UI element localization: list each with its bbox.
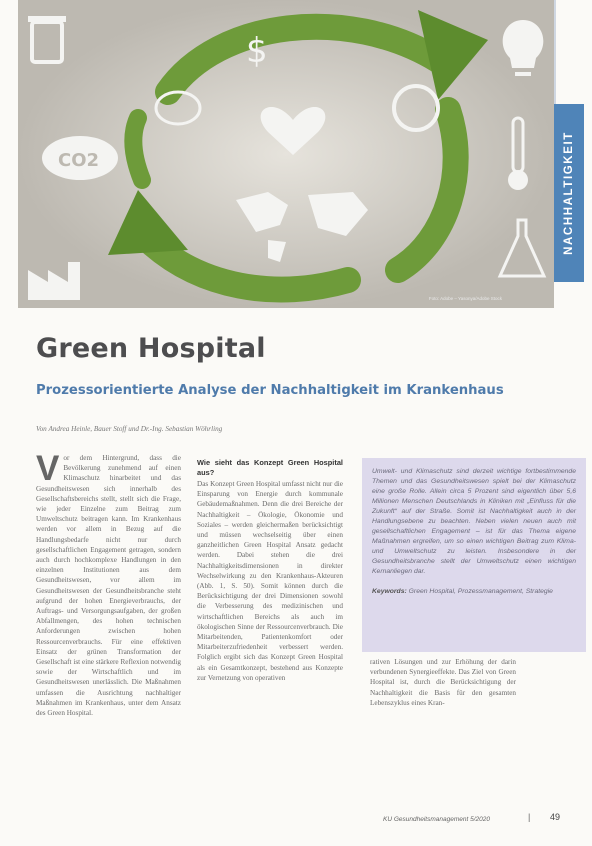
- byline: Von Andrea Heinle, Bauer Stoff und Dr.-Ing. Sebastian Wöhrling: [36, 425, 223, 433]
- keywords: [372, 587, 576, 597]
- header-rule: [554, 0, 556, 104]
- abstract-box: [362, 458, 586, 652]
- footer-journal: KU Gesundheitsmanagement 5/2020: [383, 816, 490, 823]
- moss-arrow-left: [133, 118, 142, 180]
- keywords-label: Keywords:: [372, 588, 407, 595]
- body-text-2: Das Konzept Green Hospital umfasst nicht nur die Einsparung von Energie durch kommunale Gebäudemaßnahmen. Denn die drei Bereiche der Nachhaltigkeit – Ökologie, Ökonomie und Soziales – werden gleichermaßen berücksichtigt und müssen wechselseitig über einen ganzheitlichen Green Hospital Ansatz gedacht werden. Dabei stehen die drei Nachhaltigkeitsdimensionen in direkter Wechselwirkung zu den Krankenhaus-Akteuren (Abb. 1, S. 50). Somit können durch die Berücksichtigung der drei Dimensionen sowohl die Verbesserung des medizinischen und wirtschaftlichen Bereichs als auch im ökologischen Sinne der Ressourcenverbrauch. Die Mitarbeitenden, Patientenkomfort oder Mitarbeiterzufriedenheit verbessert werden. Folglich ergibt sich das Konzept Green Hospital als ein Gesamtkonzept, bestehend aus Konzepte zur Vernetzung von operativen: [197, 480, 343, 682]
- hero-illustration: [18, 0, 554, 308]
- body-column-2: [197, 458, 343, 683]
- section-tab: [554, 104, 584, 282]
- svg-text:CO2: CO2: [58, 150, 100, 171]
- body-column-3: [370, 657, 516, 708]
- section-tab-label: NACHHALTIGKEIT: [563, 131, 575, 255]
- article-subtitle: Prozessorientierte Analyse der Nachhaltigkeit im Krankenhaus: [36, 383, 504, 398]
- body-text-1: or dem Hintergrund, dass die Bevölkerung zunehmend auf einen Klimaschutz hinarbeitet und das Gesundheitswesen sich innerhalb des Gesellschaftsbereichs stellt, stellt sich die Frage, wie jeder Einzelne zum Beitrag zum Umweltschutz beitragen kann. Im Krankenhaus werden vor allem in Bezug auf die Handlungsbedarfe nicht nur durch gesellschaftlichen Engagement getragen, sondern auch durch hochkomplexe Handlungen in den einzelnen Institutionen aus dem Gesundheitswesen, vor allem im Gesundheitswesen der Gesundheitsbranche steht aufgrund der hohen Energieverbrauchs, der Auftrags- und Versorgungsaufgaben, der großen Abfallmengen, des hohen technischen Anforderungen zwischen hohen Ressourcenverbrauchs. Für eine effektiven Einsatz der grünen Transformation der Gesellschaft ist eine stärkere Reflexion notwendig sowie der Wirtschaftlich und im Gesundheitswesen unerlässlich. Die Maßnahmen umfassen die Ausrichtung nachhaltiger Maßnahmen im Krankenhaus, unter dem Ansatz des Green Hospital.: [36, 454, 181, 718]
- abstract-text: Umwelt- und Klimaschutz sind derzeit wichtige fortbestimmende Themen und das Gesundheitswesen spielt bei der Klimaschutz eine große Rolle. Allein circa 5 Prozent sind eigentlich über 5,6 Millionen Menschen Deutschlands in Kliniken mit „Einfluss für die Zukunft“ auf der Straße. Somit ist Nachhaltigkeit auch in der Handlungsebene zu beachten. Neben vielen neuen auch mit gesellschaftlichen Engagement – ist für das Thema eigene Maßnahmen ergreifen, um so einen wichtigen Beitrag zum Klima- und Umweltschutz zu leisten. Insbesondere in der Gesundheitsbranche stellt der Umweltschutz einen wichtigen Kernanliegen dar.: [372, 468, 576, 575]
- hero-image: [18, 0, 554, 308]
- body-column-1: [36, 449, 181, 718]
- footer-separator: |: [528, 812, 531, 822]
- article-title: Green Hospital: [36, 333, 266, 364]
- keywords-value: Green Hospital, Prozessmanagement, Strategie: [408, 588, 553, 595]
- section-heading: Wie sieht das Konzept Green Hospital aus?: [197, 458, 343, 477]
- page-number: 49: [550, 812, 561, 822]
- dollar-icon: $: [246, 31, 268, 71]
- dropcap: V: [36, 449, 60, 488]
- photo-credit: Foto: Adobe – Yasonya/Adobe Stock: [428, 296, 502, 301]
- body-text-3: rativen Lösungen und zur Erhöhung der darin verbundenen Synergieeffekte. Das Ziel von Green Hospital ist, durch die Berücksichtigung der Nachhaltigkeit die Basis für den gesamten Lebenszyklus eines Kran-: [370, 658, 516, 707]
